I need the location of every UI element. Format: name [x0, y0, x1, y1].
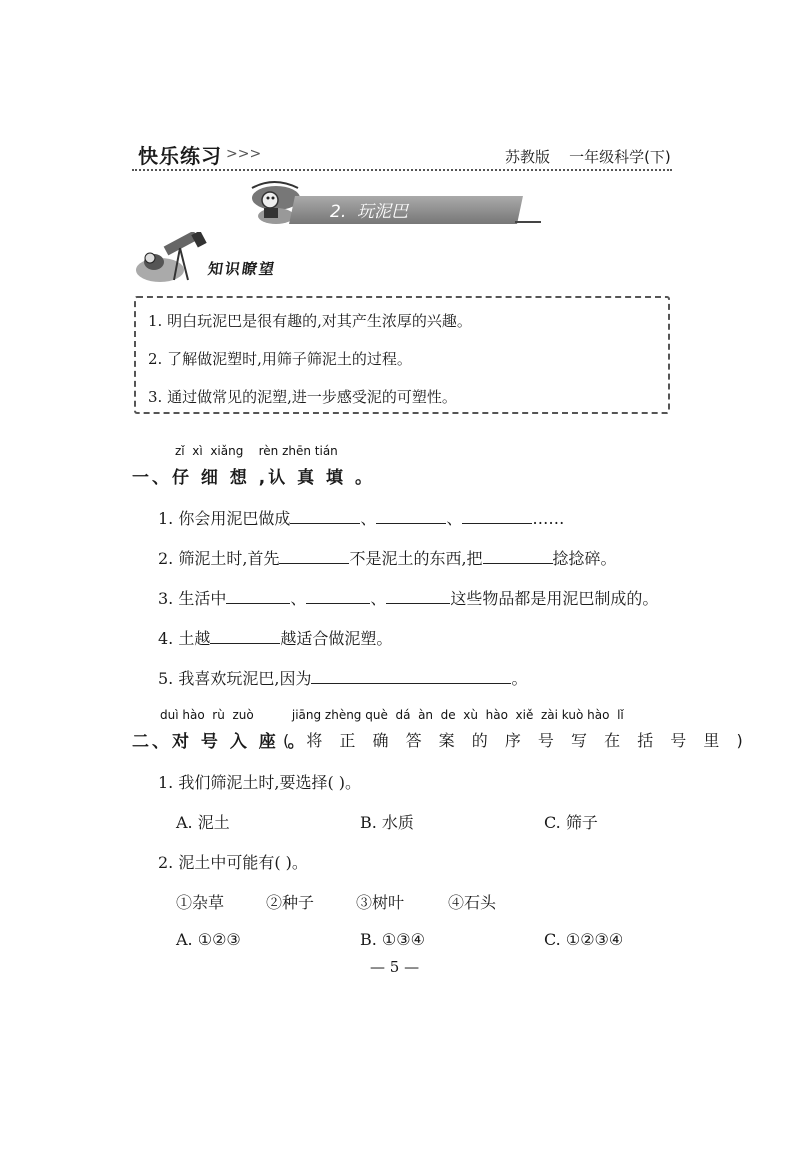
part2-pinyin: duì hào rù zuò jiāng zhèng què dá àn de xù hào xiě zài kuò hào lǐ — [160, 708, 624, 722]
question-text: 3. 生活中 — [158, 589, 227, 608]
separator: 、 — [290, 589, 307, 608]
fill-question-4 — [158, 626, 392, 649]
objective-item: 2. 了解做泥塑时,用筛子筛泥土的过程。 — [148, 350, 412, 368]
series-title: 快乐练习 — [138, 144, 222, 168]
option-a[interactable]: A. 泥土 — [176, 813, 230, 832]
item-4: ④石头 — [448, 893, 497, 912]
fill-question-3 — [158, 586, 658, 609]
part2-instruction: ( 将 正 确 答 案 的 序 号 写 在 括 号 里 ) — [283, 731, 749, 750]
choice-question-2: 2. 泥土中可能有( )。 — [158, 853, 308, 872]
question-text: 不是泥土的东西,把 — [349, 549, 483, 568]
answer-blank[interactable] — [210, 627, 280, 644]
answer-blank[interactable] — [386, 587, 450, 604]
telescope-icon — [134, 232, 208, 284]
chevron-decoration: >>> — [226, 146, 262, 162]
item-2: ②种子 — [266, 893, 315, 912]
answer-blank[interactable] — [483, 547, 553, 564]
page-number: — 5 — — [370, 958, 420, 976]
fill-question-2 — [158, 546, 617, 569]
answer-blank[interactable] — [462, 507, 532, 524]
answer-blank[interactable] — [290, 507, 360, 524]
separator: 、 — [360, 509, 377, 528]
answer-blank[interactable] — [226, 587, 290, 604]
edition-label: 苏教版 一年级科学(下) — [505, 148, 671, 166]
option-b[interactable]: B. ①③④ — [360, 930, 425, 949]
objectives-box — [134, 296, 670, 414]
item-1: ①杂草 — [176, 893, 225, 912]
part1-pinyin: zǐ xì xiǎng rèn zhēn tián — [175, 444, 338, 458]
question-text: 4. 土越 — [158, 629, 211, 648]
answer-blank[interactable] — [311, 667, 511, 684]
question-text: 。 — [511, 669, 528, 688]
option-a[interactable]: A. ①②③ — [176, 930, 241, 949]
part1-heading: 一、仔 细 想 ,认 真 填 。 — [132, 468, 375, 488]
objective-item: 3. 通过做常见的泥塑,进一步感受泥的可塑性。 — [148, 388, 457, 406]
fill-question-5 — [158, 666, 527, 689]
question-text: 捻捻碎。 — [552, 549, 617, 568]
section-label: 知识瞭望 — [206, 260, 278, 278]
question-text: 5. 我喜欢玩泥巴,因为 — [158, 669, 312, 688]
separator: 、 — [446, 509, 463, 528]
item-3: ③树叶 — [356, 893, 405, 912]
ellipsis: …… — [532, 509, 565, 528]
lesson-title: 2. 玩泥巴 — [330, 202, 409, 222]
answer-blank[interactable] — [306, 587, 370, 604]
separator: 、 — [370, 589, 387, 608]
title-underline — [515, 221, 541, 223]
question-text: 越适合做泥塑。 — [280, 629, 393, 648]
answer-blank[interactable] — [376, 507, 446, 524]
choice-question-1: 1. 我们筛泥土时,要选择( )。 — [158, 773, 362, 792]
option-c[interactable]: C. 筛子 — [544, 813, 598, 832]
question-text: 2. 筛泥土时,首先 — [158, 549, 280, 568]
objective-item: 1. 明白玩泥巴是很有趣的,对其产生浓厚的兴趣。 — [148, 312, 472, 330]
question-text: 1. 你会用泥巴做成 — [158, 509, 291, 528]
part2-heading: 二、对 号 入 座 。 — [132, 732, 308, 752]
question-text: 这些物品都是用泥巴制成的。 — [450, 589, 659, 608]
header-divider — [132, 169, 672, 171]
fill-question-1 — [158, 506, 564, 529]
option-c[interactable]: C. ①②③④ — [544, 930, 624, 949]
answer-blank[interactable] — [279, 547, 349, 564]
option-b[interactable]: B. 水质 — [360, 813, 414, 832]
